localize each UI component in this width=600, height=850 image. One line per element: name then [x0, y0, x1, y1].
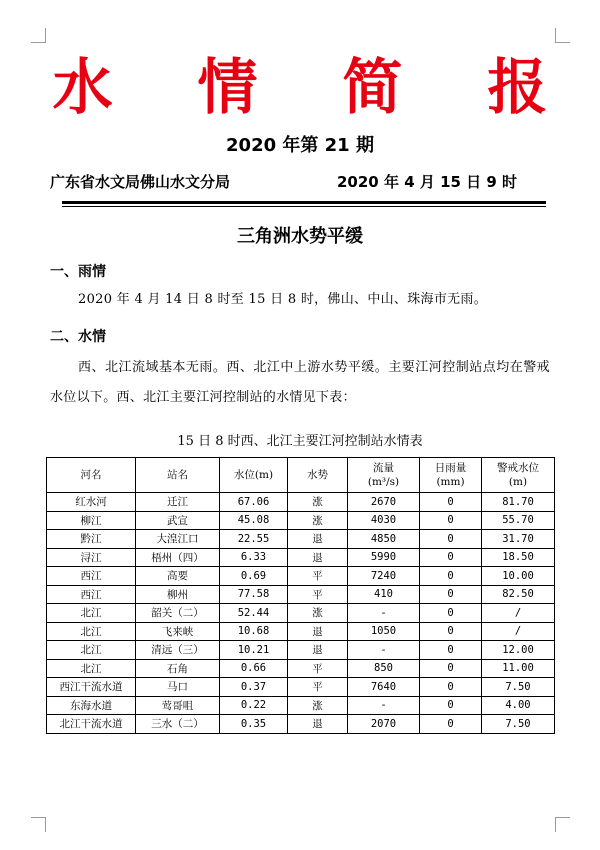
cell-trend: 退 [288, 641, 348, 660]
table-row [47, 678, 555, 697]
table-row [47, 530, 555, 549]
cell-level: 10.68 [220, 622, 288, 641]
crop-mark-top-right [555, 28, 570, 43]
cell-rainfall: 0 [420, 585, 482, 604]
cell-flow: - [348, 604, 420, 623]
cell-trend: 平 [288, 659, 348, 678]
cell-flow: 7240 [348, 567, 420, 586]
header-rule-thin [62, 206, 546, 207]
table-header-row [47, 458, 555, 493]
cell-river: 西江 [47, 567, 136, 586]
crop-mark-bottom-right [555, 817, 570, 832]
table-row [47, 585, 555, 604]
cell-rainfall: 0 [420, 678, 482, 697]
cell-warning-level: 12.00 [482, 641, 555, 660]
cell-warning-level: / [482, 604, 555, 623]
cell-rainfall: 0 [420, 604, 482, 623]
cell-trend: 平 [288, 678, 348, 697]
cell-flow: 4030 [348, 511, 420, 530]
column-header-warning-level: 警戒水位 (m) [482, 458, 555, 493]
cell-warning-level: 82.50 [482, 585, 555, 604]
cell-flow: - [348, 696, 420, 715]
cell-warning-level: 81.70 [482, 493, 555, 512]
cell-rainfall: 0 [420, 530, 482, 549]
cell-rainfall: 0 [420, 567, 482, 586]
table-row [47, 604, 555, 623]
headline: 三角洲水势平缓 [237, 226, 363, 247]
cell-flow: 2070 [348, 715, 420, 734]
cell-station: 大湟江口 [136, 530, 220, 549]
section-body-water: 西、北江流域基本无雨。西、北江中上游水势平缓。主要江河控制站点均在警戒水位以下。西、北江主要江河控制站的水情见下表： [50, 360, 550, 405]
cell-river: 北江 [47, 659, 136, 678]
cell-trend: 涨 [288, 696, 348, 715]
cell-river: 北江 [47, 622, 136, 641]
cell-station: 清远（三） [136, 641, 220, 660]
cell-river: 北江 [47, 604, 136, 623]
cell-warning-level: 10.00 [482, 567, 555, 586]
crop-mark-bottom-left [31, 817, 46, 832]
table-row [47, 622, 555, 641]
cell-level: 6.33 [220, 548, 288, 567]
cell-flow: 5990 [348, 548, 420, 567]
masthead-title: 水 情 简 报 [52, 53, 580, 123]
cell-warning-level: 4.00 [482, 696, 555, 715]
cell-station: 韶关（二） [136, 604, 220, 623]
column-header-rainfall: 日雨量 (mm) [420, 458, 482, 493]
cell-rainfall: 0 [420, 511, 482, 530]
cell-warning-level: 11.00 [482, 659, 555, 678]
section-body-rainfall: 2020 年 4 月 14 日 8 时至 15 日 8 时，佛山、中山、珠海市无雨。 [78, 292, 488, 307]
cell-rainfall: 0 [420, 548, 482, 567]
cell-river: 西江 [47, 585, 136, 604]
cell-flow: 850 [348, 659, 420, 678]
cell-river: 东海水道 [47, 696, 136, 715]
cell-river: 红水河 [47, 493, 136, 512]
cell-level: 67.06 [220, 493, 288, 512]
cell-river: 北江 [47, 641, 136, 660]
cell-flow: 2670 [348, 493, 420, 512]
cell-flow: 4850 [348, 530, 420, 549]
cell-trend: 退 [288, 622, 348, 641]
cell-warning-level: 7.50 [482, 678, 555, 697]
cell-level: 0.35 [220, 715, 288, 734]
cell-station: 石角 [136, 659, 220, 678]
cell-rainfall: 0 [420, 659, 482, 678]
cell-trend: 退 [288, 548, 348, 567]
cell-level: 0.22 [220, 696, 288, 715]
header-rule-thick [62, 201, 546, 204]
cell-trend: 平 [288, 585, 348, 604]
cell-warning-level: / [482, 622, 555, 641]
column-header-river: 河名 [47, 458, 136, 493]
cell-river: 黔江 [47, 530, 136, 549]
cell-river: 西江干流水道 [47, 678, 136, 697]
water-status-table [46, 457, 555, 734]
cell-level: 45.08 [220, 511, 288, 530]
cell-trend: 涨 [288, 493, 348, 512]
crop-mark-top-left [31, 28, 46, 43]
cell-trend: 涨 [288, 511, 348, 530]
column-header-trend: 水势 [288, 458, 348, 493]
column-header-station: 站名 [136, 458, 220, 493]
cell-station: 三水（二） [136, 715, 220, 734]
column-header-level: 水位(m) [220, 458, 288, 493]
table-caption: 15 日 8 时西、北江主要江河控制站水情表 [177, 434, 423, 449]
cell-level: 10.21 [220, 641, 288, 660]
cell-station: 柳州 [136, 585, 220, 604]
column-header-flow: 流量 (m³/s) [348, 458, 420, 493]
cell-warning-level: 55.70 [482, 511, 555, 530]
cell-flow: 7640 [348, 678, 420, 697]
cell-rainfall: 0 [420, 696, 482, 715]
section-title-rainfall: 一、雨情 [50, 264, 106, 280]
cell-rainfall: 0 [420, 493, 482, 512]
cell-warning-level: 18.50 [482, 548, 555, 567]
cell-river: 浔江 [47, 548, 136, 567]
cell-warning-level: 7.50 [482, 715, 555, 734]
cell-river: 北江干流水道 [47, 715, 136, 734]
cell-trend: 退 [288, 530, 348, 549]
cell-level: 0.69 [220, 567, 288, 586]
section-title-water: 二、水情 [50, 329, 106, 345]
table-row [47, 493, 555, 512]
cell-station: 飞来峡 [136, 622, 220, 641]
cell-warning-level: 31.70 [482, 530, 555, 549]
cell-rainfall: 0 [420, 715, 482, 734]
cell-level: 22.55 [220, 530, 288, 549]
table-row [47, 641, 555, 660]
cell-station: 梧州（四） [136, 548, 220, 567]
cell-rainfall: 0 [420, 641, 482, 660]
cell-rainfall: 0 [420, 622, 482, 641]
cell-level: 52.44 [220, 604, 288, 623]
cell-station: 马口 [136, 678, 220, 697]
issue-number: 2020 年第 21 期 [226, 135, 374, 156]
table-row [47, 715, 555, 734]
cell-flow: 1050 [348, 622, 420, 641]
cell-level: 0.66 [220, 659, 288, 678]
cell-level: 77.58 [220, 585, 288, 604]
cell-river: 柳江 [47, 511, 136, 530]
table-row [47, 511, 555, 530]
cell-station: 高要 [136, 567, 220, 586]
cell-flow: - [348, 641, 420, 660]
cell-flow: 410 [348, 585, 420, 604]
table-row [47, 567, 555, 586]
table-body [47, 493, 555, 734]
cell-trend: 退 [288, 715, 348, 734]
cell-station: 莺哥咀 [136, 696, 220, 715]
publish-date: 2020 年 4 月 15 日 9 时 [337, 173, 518, 191]
cell-level: 0.37 [220, 678, 288, 697]
cell-trend: 涨 [288, 604, 348, 623]
cell-station: 武宣 [136, 511, 220, 530]
table-row [47, 659, 555, 678]
cell-trend: 平 [288, 567, 348, 586]
issuing-office: 广东省水文局佛山水文分局 [50, 173, 231, 191]
table-row [47, 696, 555, 715]
cell-station: 迁江 [136, 493, 220, 512]
table-row [47, 548, 555, 567]
